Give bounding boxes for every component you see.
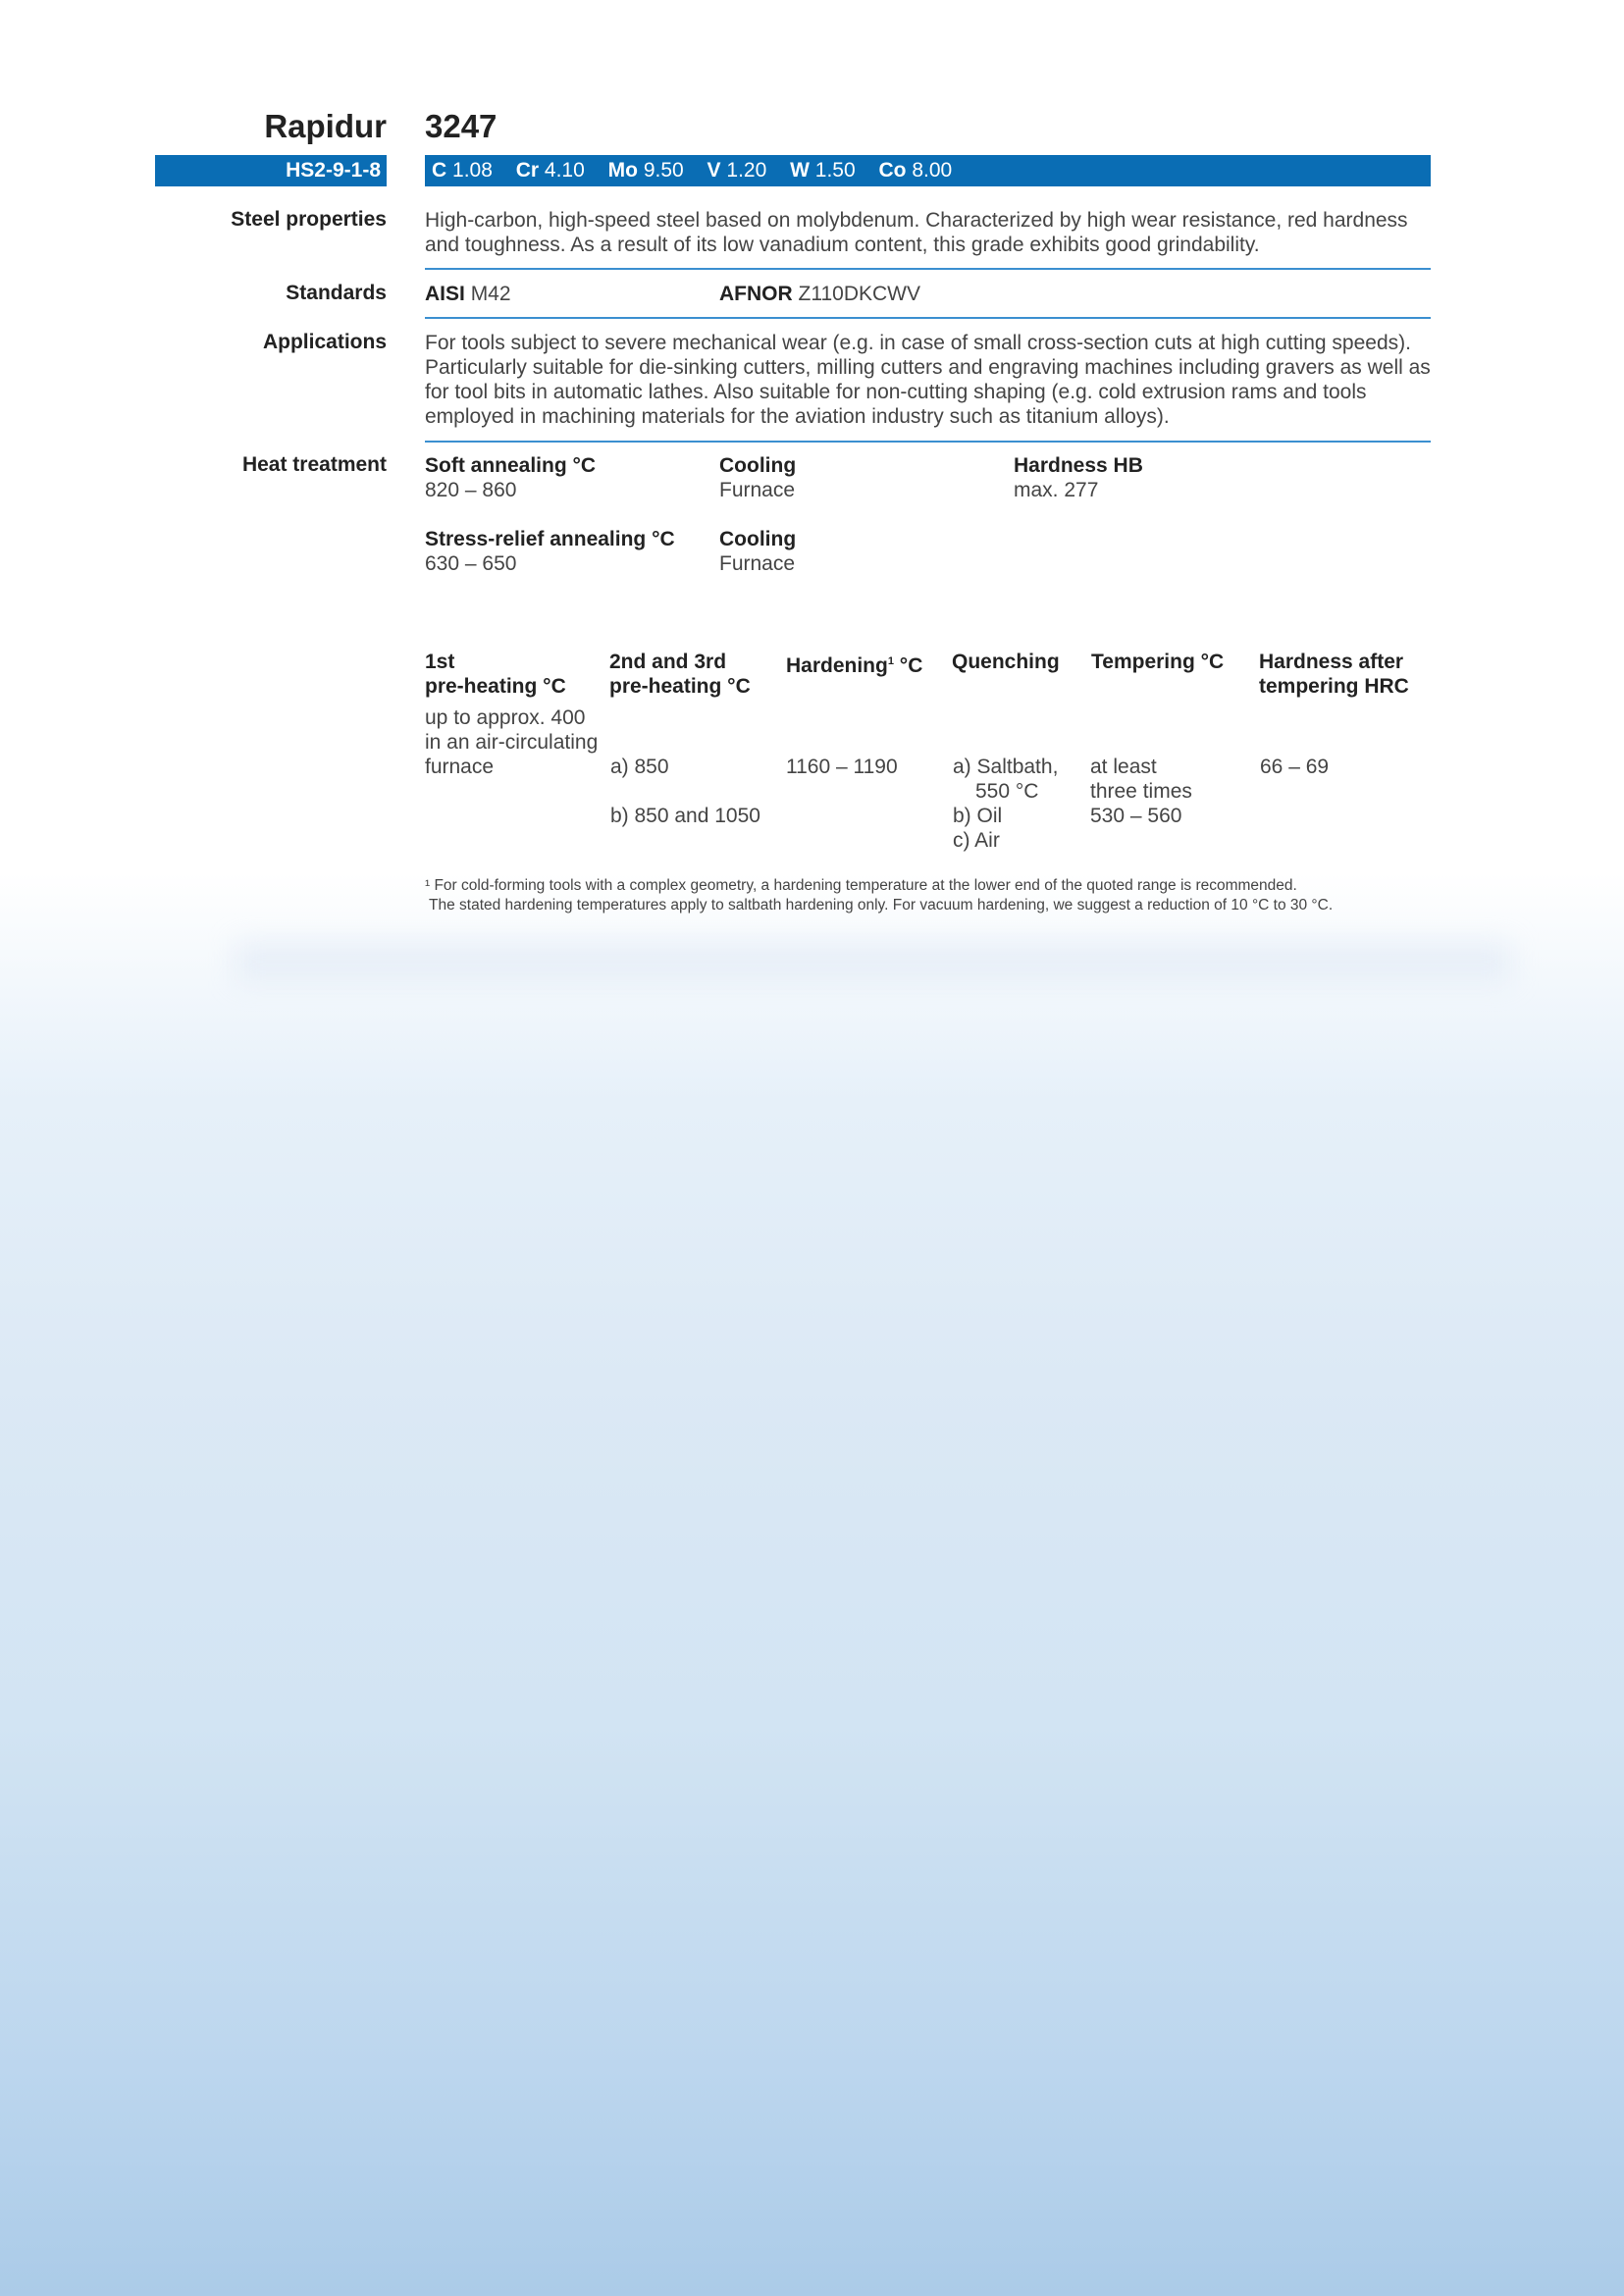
cooling-label: Cooling	[719, 454, 797, 477]
table-header-hardness: Hardness after tempering HRC	[1259, 651, 1409, 698]
preheat2-value-b: b) 850 and 1050	[610, 805, 760, 827]
footnote: ¹ For cold-forming tools with a complex geometry, a hardening temperature at the lower end of the quoted range is recommended. The stated hardening temperatures apply to saltbath hardening only. For vacuum hardening, we suggest a reduction of 10 °C to 30 °C.	[425, 877, 1334, 913]
divider	[425, 317, 1431, 319]
hardness-hb-value: max. 277	[1014, 479, 1099, 501]
composition-w: W 1.50	[790, 159, 856, 182]
composition-co: Co 8.00	[878, 159, 953, 182]
quenching-value: a) Saltbath, 550 °C b) Oil c) Air	[953, 756, 1059, 852]
hardening-value: 1160 – 1190	[786, 756, 898, 778]
cooling-value: Furnace	[719, 479, 796, 501]
soft-annealing-value: 820 – 860	[425, 479, 517, 501]
standard-aisi: AISI M42	[425, 283, 511, 305]
heat-treatment-label: Heat treatment	[241, 453, 387, 476]
hardness-value: 66 – 69	[1260, 756, 1330, 778]
table-header-tempering: Tempering °C	[1091, 651, 1225, 673]
preheat2-value-a: a) 850	[610, 756, 669, 778]
standards-label: Standards	[286, 282, 387, 304]
table-header-preheat1: 1st pre-heating °C	[425, 651, 566, 698]
standard-afnor: AFNOR Z110DKCWV	[719, 283, 920, 305]
steel-properties-text: High-carbon, high-speed steel based on molybdenum. Characterized by high wear resistance, red hardness and toughness. As a result of its low vanadium content, this grade exhibits good grindability.	[425, 209, 1408, 256]
tempering-value: at least three times 530 – 560	[1090, 756, 1192, 827]
divider	[425, 441, 1431, 443]
preheat1-value: up to approx. 400 in an air-circulating furnace	[425, 706, 599, 778]
table-header-hardening: Hardening$^1$ °C	[786, 654, 923, 677]
bar-gap	[387, 155, 425, 186]
din-designation: HS2-9-1-8	[286, 159, 381, 182]
divider	[425, 268, 1431, 270]
composition-c: C 1.08	[432, 159, 493, 182]
composition-cr: Cr 4.10	[515, 159, 585, 182]
table-header-quenching: Quenching	[952, 651, 1060, 673]
cooling-label: Cooling	[719, 528, 797, 550]
stress-relief-value: 630 – 650	[425, 552, 517, 575]
composition-v: V 1.20	[707, 159, 767, 182]
hardness-hb-label: Hardness HB	[1014, 454, 1143, 477]
cooling-value: Furnace	[719, 552, 796, 575]
grade-number: 3247	[425, 108, 498, 144]
applications-label: Applications	[262, 331, 387, 353]
composition-mo: Mo 9.50	[607, 159, 684, 182]
steel-properties-label: Steel properties	[231, 208, 387, 231]
soft-annealing-label: Soft annealing °C	[425, 454, 597, 477]
brand-name: Rapidur	[264, 108, 387, 144]
chemical-composition	[432, 155, 969, 186]
background-streak	[236, 942, 1511, 981]
stress-relief-label: Stress-relief annealing °C	[425, 528, 675, 550]
table-header-preheat2: 2nd and 3rd pre-heating °C	[609, 651, 751, 698]
applications-text: For tools subject to severe mechanical wear (e.g. in case of small cross-section cuts at high cutting speeds). Particularly suitable for die-sinking cutters, milling cutters and engraving machines including gravers as well as for tool bits in automatic lathes. Also suitable for non-cutting shaping (e.g. cold extrusion rams and tools employed in machining materials for the aviation industry such as titanium alloys).	[425, 332, 1431, 428]
